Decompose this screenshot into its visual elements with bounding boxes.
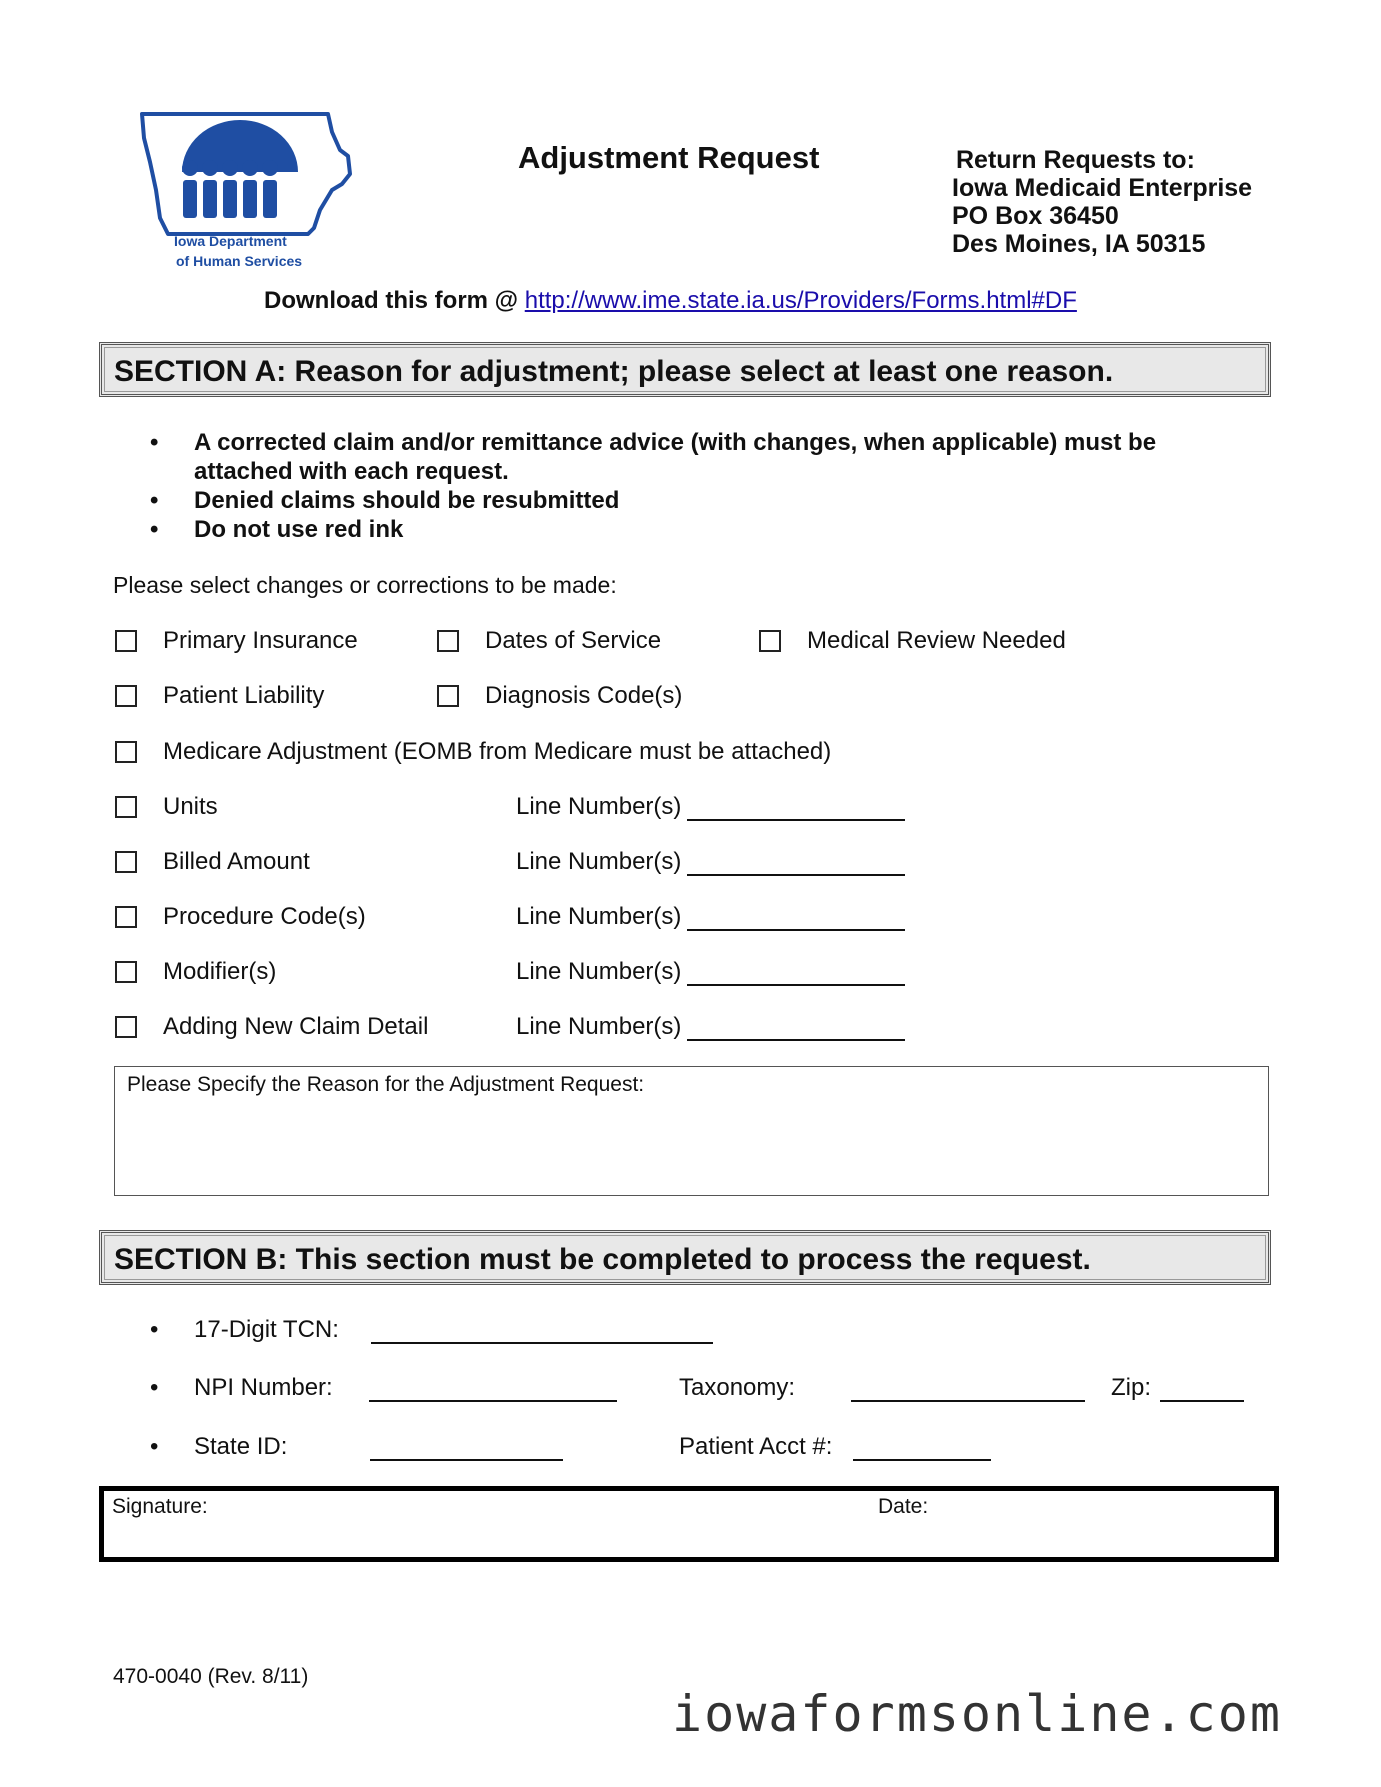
zip-input[interactable] [1160,1374,1244,1402]
checkbox-label: Units [163,793,218,820]
return-organization: Iowa Medicaid Enterprise [952,174,1253,202]
state-id-input[interactable] [370,1433,563,1461]
bullet-text: Denied claims should be resubmitted [194,487,620,514]
checkbox-icon[interactable] [115,630,137,652]
form-number: 470-0040 (Rev. 8/11) [113,1665,309,1688]
checkbox-label: Diagnosis Code(s) [485,682,683,709]
section-a-header [99,342,1271,397]
checkbox-icon[interactable] [437,630,459,652]
taxonomy-label: Taxonomy: [679,1374,796,1401]
checkbox-icon[interactable] [115,906,137,928]
iowa-dhs-logo [138,110,358,278]
patient-acct-label: Patient Acct #: [679,1433,833,1460]
checkbox-icon[interactable] [115,1016,137,1038]
list-item [150,428,1244,486]
zip-label: Zip: [1111,1374,1152,1401]
patient-acct-input[interactable] [853,1433,991,1461]
section-a-bullet-list [150,428,1244,544]
logo-text-line1: Iowa Department [174,233,287,249]
line-number-label: Line Number(s) [516,848,682,875]
list-item [150,486,1244,515]
bullet-icon: • [150,1433,159,1460]
checkbox-icon[interactable] [115,851,137,873]
line-number-label: Line Number(s) [516,1013,682,1040]
bullet-icon: • [150,429,159,456]
return-po-box: PO Box 36450 [952,202,1119,230]
line-number-input[interactable] [687,960,905,986]
checkbox-label: Medical Review Needed [807,627,1066,654]
bullet-text: Do not use red ink [194,516,404,543]
logo-text-line2: of Human Services [176,253,303,269]
line-number-label: Line Number(s) [516,958,682,985]
line-number-input[interactable] [687,905,905,931]
billed-amount-line-numbers [516,848,905,876]
line-number-input[interactable] [687,795,905,821]
line-number-label: Line Number(s) [516,793,682,820]
watermark: iowaformsonline.com [672,1685,1282,1743]
checkbox-label: Dates of Service [485,627,662,654]
date-label: Date: [878,1495,929,1518]
checkbox-icon[interactable] [759,630,781,652]
section-b-title: SECTION B: This section must be completed to process the request. [114,1243,1091,1276]
checkbox-icon[interactable] [115,741,137,763]
checkbox-icon[interactable] [115,685,137,707]
bullet-icon: • [150,487,159,514]
checkbox-icon[interactable] [115,961,137,983]
new-claim-detail-line-numbers [516,1013,905,1041]
state-id-label: State ID: [194,1433,288,1460]
taxonomy-input[interactable] [851,1374,1085,1402]
units-line-numbers [516,793,905,821]
checkbox-label: Modifier(s) [163,958,277,985]
download-label: Download this form @ [264,287,519,314]
selection-instruction: Please select changes or corrections to be made: [113,572,617,598]
npi-input[interactable] [369,1374,617,1402]
procedure-codes-line-numbers [516,903,905,931]
bullet-icon: • [150,516,159,543]
reason-text-box [114,1066,1269,1196]
tcn-input[interactable] [371,1316,713,1344]
download-line [264,287,1077,315]
checkbox-label: Medicare Adjustment (EOMB from Medicare must be attached) [163,738,832,765]
list-item [150,515,1244,544]
bullet-icon: • [150,1374,159,1401]
bullet-text: A corrected claim and/or remittance advice (with changes, when applicable) must be attached with each request. [194,429,1157,485]
return-label: Return Requests to: [956,146,1195,174]
npi-label: NPI Number: [194,1374,333,1401]
checkbox-icon[interactable] [115,796,137,818]
checkbox-label: Primary Insurance [163,627,358,654]
signature-box[interactable] [99,1486,1279,1562]
checkbox-icon[interactable] [437,685,459,707]
reason-label: Please Specify the Reason for the Adjustment Request: [127,1073,645,1096]
bullet-icon: • [150,1316,159,1343]
line-number-input[interactable] [687,1015,905,1041]
line-number-input[interactable] [687,850,905,876]
reason-input[interactable] [125,1103,1258,1187]
checkbox-label: Billed Amount [163,848,310,875]
modifiers-line-numbers [516,958,905,986]
download-link[interactable]: http://www.ime.state.ia.us/Providers/Forms.html#DF [524,287,1077,314]
signature-label: Signature: [112,1495,208,1518]
checkbox-label: Adding New Claim Detail [163,1013,429,1040]
section-a-title: SECTION A: Reason for adjustment; please select at least one reason. [114,355,1114,388]
section-b-header [99,1230,1271,1285]
line-number-label: Line Number(s) [516,903,682,930]
form-title: Adjustment Request [518,140,820,175]
checkbox-label: Procedure Code(s) [163,903,366,930]
return-address-block [952,146,1252,258]
tcn-label: 17-Digit TCN: [194,1316,339,1343]
return-city: Des Moines, IA 50315 [952,230,1206,258]
checkbox-label: Patient Liability [163,682,325,709]
